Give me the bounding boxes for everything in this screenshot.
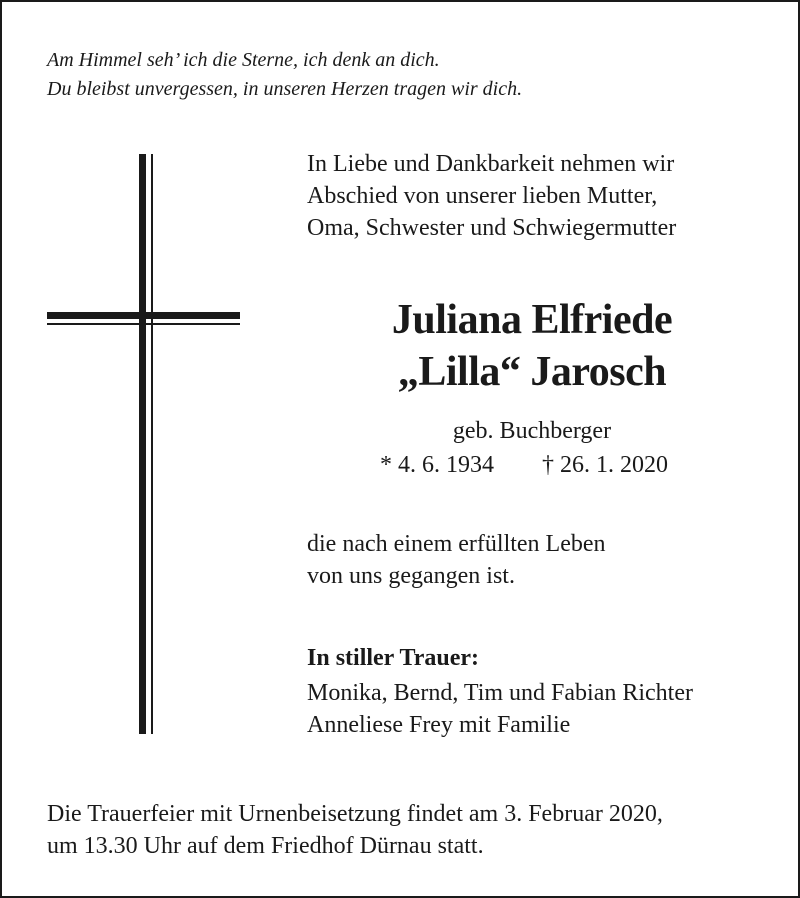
passed-text — [307, 528, 606, 592]
funeral-service-info — [47, 798, 663, 862]
service-line-1: Die Trauerfeier mit Urnenbeisetzung findet am 3. Februar 2020, — [47, 801, 663, 827]
deceased-name-line-1: Juliana Elfriede — [391, 297, 673, 343]
maiden-name: geb. Buchberger — [452, 418, 612, 444]
birth-date: * 4. 6. 1934 — [380, 452, 494, 478]
service-line-2: um 13.30 Uhr auf dem Friedhof Dürnau statt. — [47, 833, 484, 859]
intro-line-3: Oma, Schwester und Schwiegermutter — [307, 215, 677, 241]
mourners-heading: In stiller Trauer: — [307, 645, 479, 671]
mourners-line-1: Monika, Bernd, Tim und Fabian Richter — [307, 680, 693, 706]
death-date: † 26. 1. 2020 — [542, 452, 668, 478]
deceased-name-line-2: „Lilla“ Jarosch — [397, 349, 667, 395]
motto-line-1: Am Himmel seh’ ich die Sterne, ich denk an dich. — [47, 49, 440, 71]
intro-line-2: Abschied von unserer lieben Mutter, — [307, 183, 658, 209]
passed-line-2: von uns gegangen ist. — [307, 563, 515, 589]
cross-icon — [2, 2, 262, 762]
mourners — [307, 642, 693, 741]
mourners-line-2: Anneliese Frey mit Familie — [307, 712, 571, 738]
intro-line-1: In Liebe und Dankbarkeit nehmen wir — [307, 151, 675, 177]
motto-line-2: Du bleibst unvergessen, in unseren Herzen tragen wir dich. — [47, 78, 523, 100]
deceased-name — [292, 294, 772, 398]
intro-text — [307, 148, 676, 244]
passed-line-1: die nach einem erfüllten Leben — [307, 531, 606, 557]
